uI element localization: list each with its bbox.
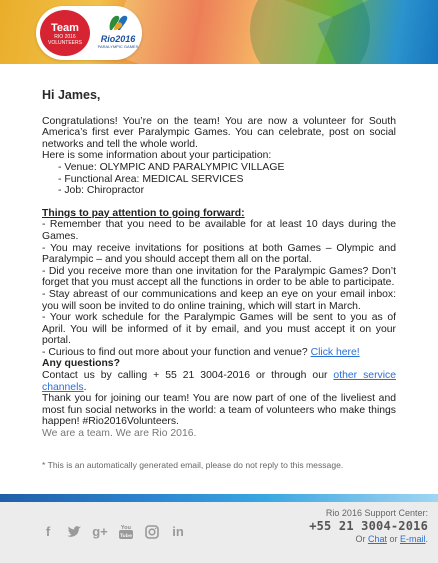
info-lead: Here is some information about your participation: [42, 150, 272, 162]
bullet-invitations: - You may receive invitations for positions at both Games – Olympic and Paralympic – and you should accept them all on the portal. [42, 242, 396, 266]
chat-link[interactable]: Chat [367, 534, 387, 544]
twitter-icon[interactable] [66, 524, 82, 540]
tagline: We are a team. We are Rio 2016. [42, 428, 197, 440]
social-links [40, 524, 186, 540]
bullet-availability: - Remember that you need to be available for at least 10 days during the Games. [42, 219, 396, 242]
instagram-icon[interactable] [144, 524, 160, 540]
contact-text: Contact us by calling + 55 21 3004-2016 or through our [42, 370, 334, 382]
svg-text:You: You [120, 525, 132, 531]
job-line: - Job: Chiropractor [58, 185, 145, 197]
support-contact-options [309, 534, 428, 545]
service-channels-link[interactable]: other service channels [42, 370, 397, 393]
venue-line: - Venue: OLYMPIC AND PARALYMPIC VILLAGE [58, 161, 285, 173]
questions-heading: Any questions? [42, 358, 120, 370]
participation-info [42, 162, 396, 197]
team-logo-subtext: RIO 2016 VOLUNTEERS [48, 34, 82, 46]
auto-generated-notice: * This is an automatically generated email, please do not reply to this message. [42, 460, 344, 470]
logo-card [36, 6, 142, 60]
google-plus-icon[interactable]: g+ [92, 524, 108, 539]
rio-paralympic-logo [96, 10, 140, 56]
support-phone: +55 21 3004-2016 [309, 519, 428, 533]
contact-paragraph [42, 370, 396, 393]
or-mid: or [386, 534, 400, 544]
support-center [309, 508, 428, 545]
greeting: Hi James, [42, 88, 101, 102]
intro-paragraph: Congratulations! You’re on the team! You are now a volunteer for South America’s first ever Paralympic Games. You can celebrate, post on social networks and tell the whole world. [42, 115, 396, 150]
rio-emblem-icon [104, 10, 132, 34]
click-here-link[interactable]: Click here! [310, 346, 360, 358]
email-link[interactable]: E-mail [399, 534, 426, 544]
or-end: . [425, 534, 428, 544]
contact-end: . [83, 381, 87, 393]
team-logo-text: Team [51, 22, 79, 34]
bullet-curious [42, 347, 396, 359]
thanks-paragraph: Thank you for joining our team! You are now part of one of the liveliest and most fun social networks in the world: a team of volunteers who make things happen! #Rio2016Volunteers. [42, 393, 396, 428]
footer-stripe [0, 494, 438, 502]
svg-text:Tube: Tube [119, 534, 133, 539]
functional-area-line: - Functional Area: MEDICAL SERVICES [58, 173, 244, 185]
support-label: Rio 2016 Support Center: [325, 508, 428, 518]
rio-logo-text: Rio2016 [100, 34, 136, 44]
rio-logo-subtext: PARALYMPIC GAMES [97, 44, 139, 49]
header-banner [0, 0, 438, 64]
footer [0, 502, 438, 563]
section-title: Things to pay attention to going forward: [42, 207, 245, 219]
curious-text: - Curious to find out more about your function and venue? [42, 346, 311, 358]
linkedin-icon[interactable]: in [172, 524, 184, 539]
bullet-schedule: - Your work schedule for the Paralympic Games will be sent to you as of April. You will be informed of it by email, and you must accept it on your portal. [42, 312, 396, 347]
bullet-multiple-invitations: - Did you receive more than one invitation for the Paralympic Games? Don’t forget that you must accept all the functions in order to be able to participate. [42, 265, 396, 289]
email-body [42, 90, 396, 440]
or-prefix: Or [355, 534, 368, 544]
team-logo [40, 10, 90, 56]
facebook-icon[interactable]: f [45, 524, 51, 539]
youtube-icon[interactable] [118, 524, 134, 540]
bullet-communications: - Stay abreast of our communications and keep an eye on your email inbox: you will soon be invited to do online training, which will start in March. [42, 288, 396, 312]
